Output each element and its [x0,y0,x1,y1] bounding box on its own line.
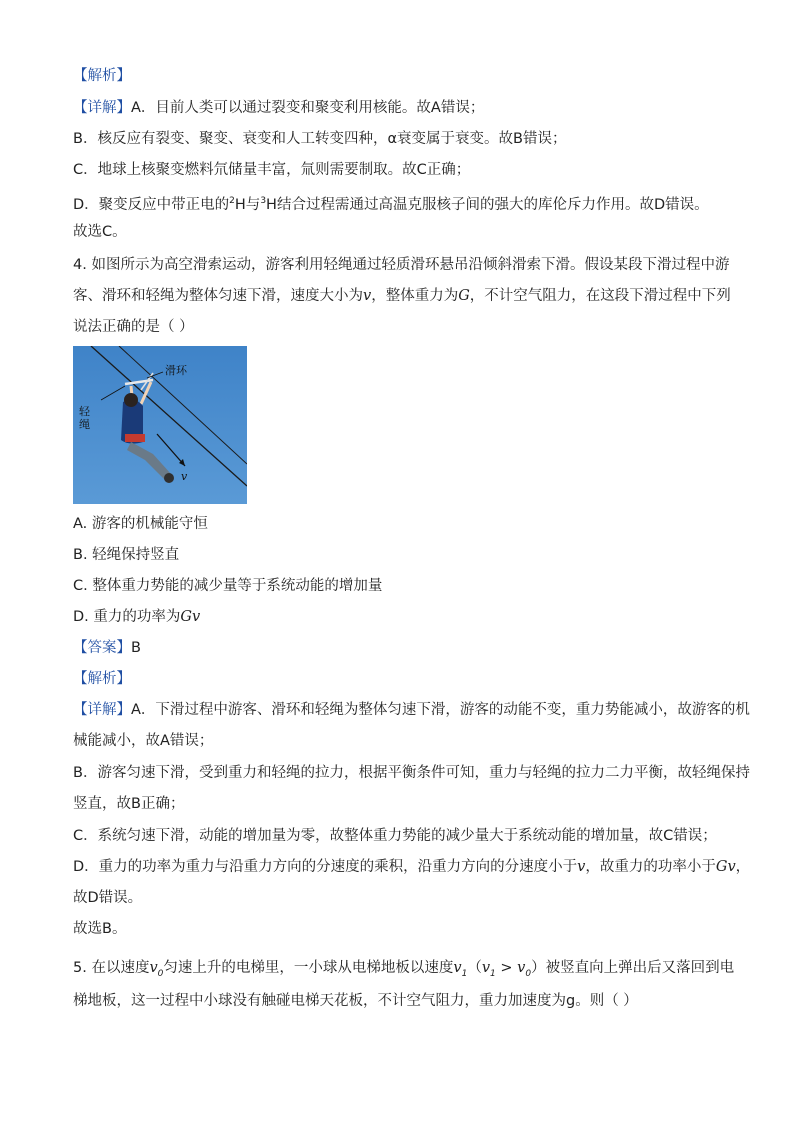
answer-label: 【答案】 [73,640,131,656]
text: ，整体重力为 [371,288,459,304]
detail-line [73,98,734,118]
option-b-explanation: B．游客匀速下滑，受到重力和轻绳的拉力，根据平衡条件可知，重力与轻绳的拉力二力平衡，故轻绳保持 [73,765,750,781]
text: > [495,960,518,976]
math-gv: Gv [715,859,736,875]
text: ，故重力的功率小于 [585,859,716,875]
option-b: B. 轻绳保持竖直 [73,547,180,563]
math-v: v [481,960,491,976]
option-b-explanation: B．核反应有裂变、聚变、衰变和人工转变四种，α衰变属于衰变。故B错误； [73,131,567,147]
subscript: 0 [157,968,164,979]
text: D．聚变反应中带正电的 [73,196,230,213]
math-gv: Gv [180,609,201,625]
superscript: 3 [260,196,267,206]
detail-label: 【详解】 [73,702,131,718]
subscript: 1 [490,968,496,979]
velocity-label: v [181,470,188,483]
text: ， [735,859,751,875]
person-shoe [164,473,174,483]
math-g: G [458,288,470,304]
rope-label-1: 轻 [79,405,90,418]
subscript: 0 [525,968,532,979]
text: H与 [234,196,261,213]
person-head [124,393,138,407]
math-v: v [453,960,462,976]
text: 匀速上升的电梯里，一小球从电梯地板以速度 [163,960,454,976]
text: 客、滑环和轻绳为整体匀速下滑，速度大小为 [73,288,363,304]
answer-value: B [131,640,141,656]
text: D．重力的功率为重力与沿重力方向的分速度的乘积，沿重力方向的分速度小于 [73,859,578,875]
rope-label-2: 绳 [79,418,90,431]
zipline-photo [73,346,247,504]
detail-text: A．下滑过程中游客、滑环和轻绳为整体匀速下滑，游客的动能不变，重力势能减小，故游客的机 [131,702,750,718]
question-5-stem-line-1 [73,958,734,984]
harness [125,434,145,442]
math-v: v [577,859,586,875]
text: H结合过程需通过高温克服核子间的强大的库伦斥力作用。故D错误。 [266,196,709,213]
subscript: 1 [461,968,468,979]
option-d-explanation [73,857,751,877]
option-a: A. 游客的机械能守恒 [73,516,208,532]
question-4-stem-line-3: 说法正确的是（ ） [73,319,194,335]
option-d-explanation-continued: 故D错误。 [73,890,143,906]
text: D. 重力的功率为 [73,609,181,625]
text: 5. 在以速度 [73,960,150,976]
text: ） [531,960,546,976]
option-c-explanation: C．地球上核聚变燃料氘储量丰富，氚则需要制取。故C正确； [73,162,471,178]
sky-background [73,346,247,504]
math-v: v [149,960,158,976]
detail-label: 【详解】 [73,100,131,116]
choose-line: 故选C。 [73,224,127,240]
zipline-illustration [73,346,247,504]
math-v: v [363,288,372,304]
option-b-explanation-continued: 竖直，故B正确； [73,796,185,812]
question-5-stem-line-2: 梯地板，这一过程中小球没有触碰电梯天花板，不计空气阻力，重力加速度为g。则（ ） [73,993,638,1009]
question-4-stem-line-1: 4. 如图所示为高空滑索运动，游客利用轻绳通过轻质滑环悬吊沿倾斜滑索下滑。假设某段下滑过程中游 [73,257,730,273]
text: 被竖直向上弹出后又落回到电 [545,960,735,976]
text: ，不计空气阻力，在这段下滑过程中下列 [469,288,731,304]
option-c: C. 整体重力势能的减少量等于系统动能的增加量 [73,578,383,594]
text: （ [467,960,482,976]
detail-line-continued: 械能减小，故A错误； [73,733,214,749]
math-v: v [517,960,526,976]
analysis-label: 【解析】 [73,671,131,687]
ring-label: 滑环 [165,364,187,377]
option-d-explanation [73,191,734,215]
superscript: 2 [229,196,235,206]
analysis-label: 【解析】 [73,68,131,84]
detail-text: A．目前人类可以通过裂变和聚变利用核能。故A错误； [131,100,485,116]
question-4-stem-line-2 [73,286,734,306]
option-c-explanation: C．系统匀速下滑，动能的增加量为零，故整体重力势能的减少量大于系统动能的增加量，故C错误； [73,828,717,844]
option-d [73,607,734,627]
choose-line: 故选B。 [73,921,127,937]
answer-line [73,638,734,658]
detail-line [73,700,750,720]
